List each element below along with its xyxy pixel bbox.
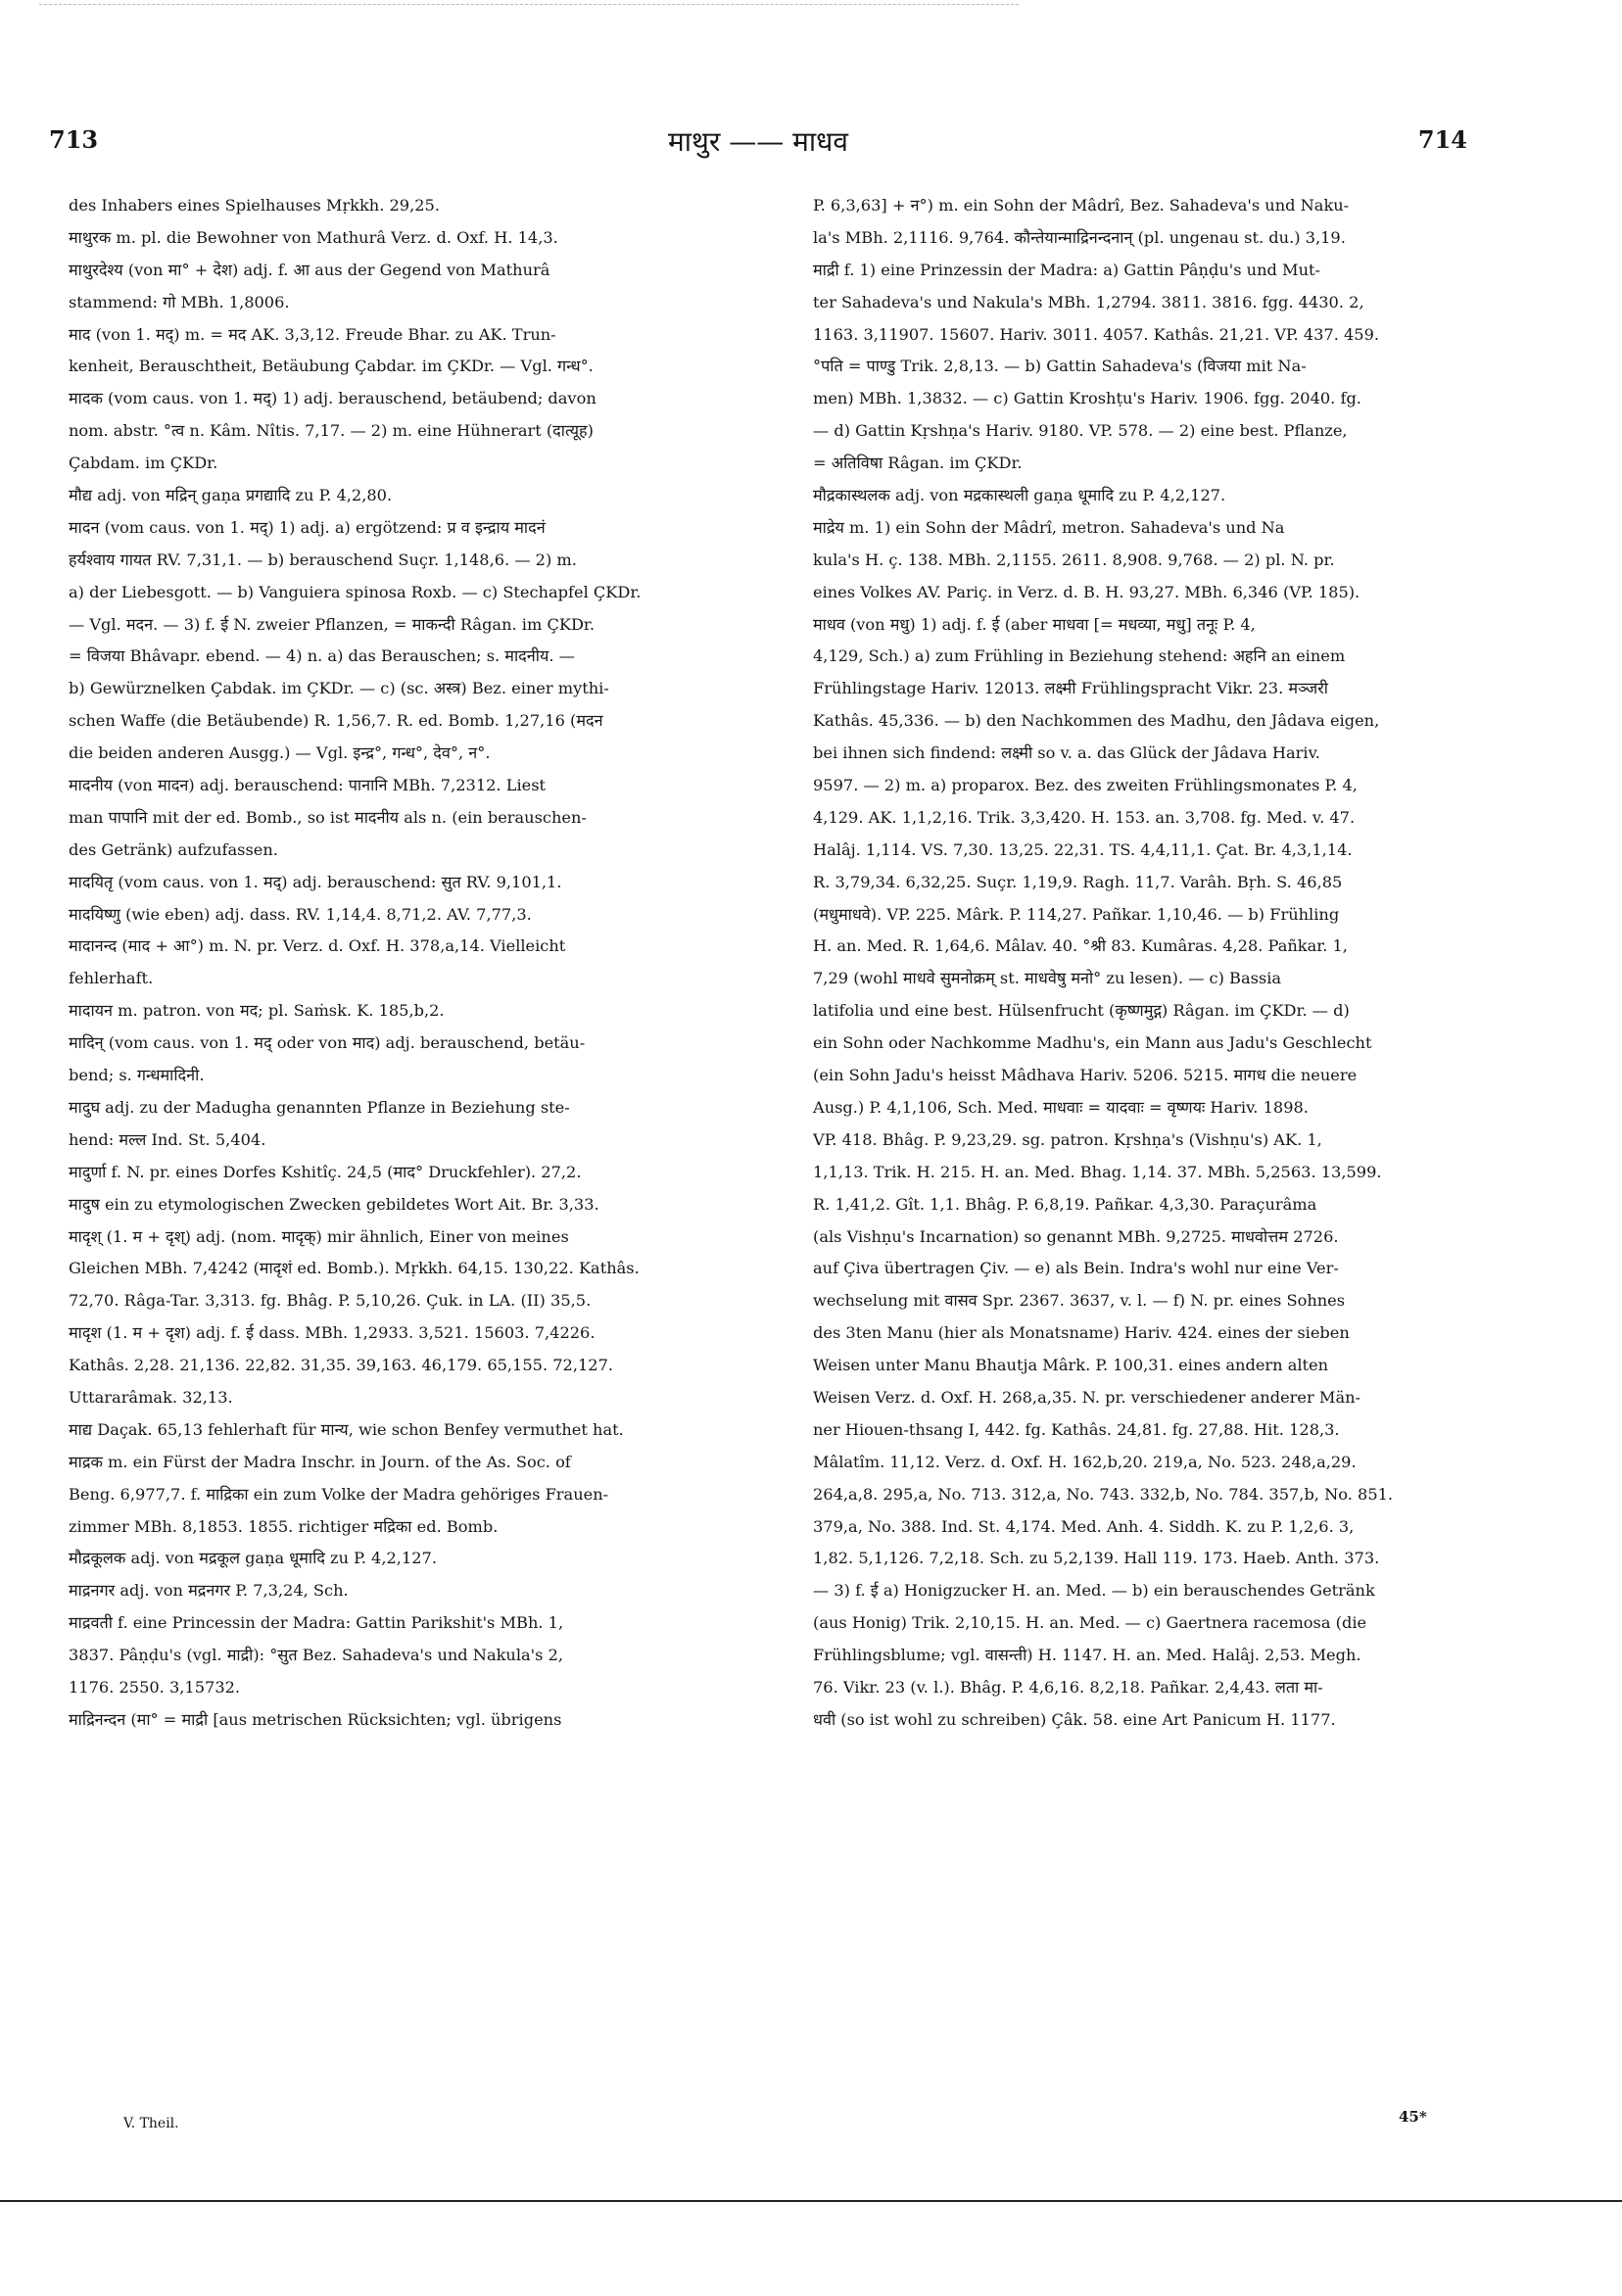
entry-line: मादुर्णा f. N. pr. eines Dorfes Kshitîç. 24,5 (माद° Druckfehler). 27,2. (69, 1162, 582, 1181)
entry-line: R. 1,41,2. Gît. 1,1. Bhâg. P. 6,8,19. Pañkar. 4,3,30. Paraçurâma (813, 1194, 1317, 1214)
volume-footnote: V. Theil. (123, 2116, 179, 2131)
entry-line: 7,29 (wohl माधवे सुमनोक्रम् st. माधवेषु मनो° zu lesen). — c) Bassia (813, 969, 1282, 988)
entry-line: Beng. 6,977,7. f. माद्रिका ein zum Volke der Madra gehöriges Frauen- (69, 1484, 609, 1504)
entry-line: a) der Liebesgott. — b) Vanguiera spinosa Roxb. — c) Stechapfel ÇKDr. (69, 582, 642, 601)
entry-line: Mâlatîm. 11,12. Verz. d. Oxf. H. 162,b,20. 219,a, No. 523. 248,a,29. (813, 1452, 1357, 1471)
entry-line: latifolia und eine best. Hülsenfrucht (कृष्णमुद्ग) Râgan. im ÇKDr. — d) (813, 1001, 1350, 1021)
entry-line: hend: मल्ल Ind. St. 5,404. (69, 1129, 266, 1149)
entry-line: 1176. 2550. 3,15732. (69, 1677, 241, 1697)
entry-line: ter Sahadeva's und Nakula's MBh. 1,2794. 3811. 3816. fgg. 4430. 2, (813, 292, 1364, 311)
entry-line: man पापानि mit der ed. Bomb., so ist मादनीय als n. (ein berauschen- (69, 807, 587, 827)
entry-line: = विजया Bhâvapr. ebend. — 4) n. a) das Berauschen; s. मादनीय. — (69, 646, 575, 666)
entry-line: nom. abstr. °त्व n. Kâm. Nîtis. 7,17. — 2) m. eine Hühnerart (दात्यूह) (69, 421, 594, 441)
entry-line: Gleichen MBh. 7,4242 (मादृशं ed. Bomb.). Mṛkkh. 64,15. 130,22. Kathâs. (69, 1259, 640, 1278)
entry-line: मादिन् (vom caus. von 1. मद् oder von माद) adj. berauschend, betäu- (69, 1033, 586, 1053)
entry-line: माद्री f. 1) eine Prinzessin der Madra: a) Gattin Pâṇḍu's und Mut- (813, 260, 1320, 279)
entry-line: 1,82. 5,1,126. 7,2,18. Sch. zu 5,2,139. Hall 119. 173. Haeb. Anth. 373. (813, 1549, 1380, 1568)
entry-line: = अतिविषा Râgan. im ÇKDr. (813, 454, 1023, 473)
entry-line: (als Vishṇu's Incarnation) so genannt MBh. 9,2725. माधवोत्तम 2726. (813, 1226, 1339, 1246)
entry-line: माधव (von मधु) 1) adj. f. ई (aber माधवा [= मधव्या, मधु] तनूः P. 4, (813, 614, 1256, 634)
entry-line: Çabdam. im ÇKDr. (69, 454, 218, 473)
entry-line: zimmer MBh. 8,1853. 1855. richtiger मद्रिका ed. Bomb. (69, 1516, 499, 1536)
entry-line: (aus Honig) Trik. 2,10,15. H. an. Med. — c) Gaertnera racemosa (die (813, 1613, 1367, 1633)
left-column (69, 190, 764, 1737)
entry-line: (मधुमाधवे). VP. 225. Mârk. P. 114,27. Pañkar. 1,10,46. — b) Frühling (813, 904, 1340, 924)
entry-line: fehlerhaft. (69, 969, 154, 988)
entry-line: माथुरक m. pl. die Bewohner von Mathurâ Verz. d. Oxf. H. 14,3. (69, 227, 558, 247)
entry-line: 1,1,13. Trik. H. 215. H. an. Med. Bhag. 1,14. 37. MBh. 5,2563. 13,599. (813, 1162, 1382, 1181)
entry-line: P. 6,3,63] + न°) m. ein Sohn der Mâdrî, Bez. Sahadeva's und Naku- (813, 196, 1350, 215)
entry-line: des 3ten Manu (hier als Monatsname) Hariv. 424. eines der sieben (813, 1323, 1350, 1343)
running-title: माथुर —— माधव (668, 125, 848, 158)
entry-line: मादक (vom caus. von 1. मद्) 1) adj. berauschend, betäubend; davon (69, 389, 596, 408)
entry-line: माद्य Daçak. 65,13 fehlerhaft für मान्य, wie schon Benfey vermuthet hat. (69, 1419, 624, 1439)
bottom-rule (0, 2200, 1622, 2202)
entry-line: men) MBh. 1,3832. — c) Gattin Kroshṭu's Hariv. 1906. fgg. 2040. fg. (813, 389, 1361, 408)
entry-line: Weisen Verz. d. Oxf. H. 268,a,35. N. pr. verschiedener anderer Män- (813, 1387, 1360, 1407)
entry-line: 72,70. Râga-Tar. 3,313. fg. Bhâg. P. 5,10,26. Çuk. in LA. (II) 35,5. (69, 1291, 592, 1311)
page-header (49, 125, 1467, 165)
entry-line: wechselung mit वासव Spr. 2367. 3637, v. l. — f) N. pr. eines Sohnes (813, 1291, 1346, 1311)
entry-line: मादुष ein zu etymologischen Zwecken gebildetes Wort Ait. Br. 3,33. (69, 1194, 599, 1214)
entry-line: मादृश (1. म + दृश) adj. f. ई dass. MBh. 1,2933. 3,521. 15603. 7,4226. (69, 1323, 596, 1343)
entry-line: हर्यश्वाय गायत RV. 7,31,1. — b) berauschend Suçr. 1,148,6. — 2) m. (69, 550, 577, 569)
entry-line: Frühlingsblume; vgl. वासन्ती) H. 1147. H. an. Med. Halâj. 2,53. Megh. (813, 1646, 1361, 1665)
entry-line: Weisen unter Manu Bhautja Mârk. P. 100,31. eines andern alten (813, 1356, 1329, 1375)
entry-line: bend; s. गन्धमादिनी. (69, 1066, 205, 1085)
entry-line: माद्रनगर adj. von मद्रनगर P. 7,3,24, Sch. (69, 1581, 349, 1601)
entry-line: माद (von 1. मद्) m. = मद AK. 3,3,12. Freude Bhar. zu AK. Trun- (69, 324, 556, 344)
entry-line: ein Sohn oder Nachkomme Madhu's, ein Mann aus Jadu's Geschlecht (813, 1033, 1372, 1053)
entry-line: मौद्रकास्थलक adj. von मद्रकास्थली gaṇa धूमादि zu P. 4,2,127. (813, 486, 1226, 505)
entry-line: माद्रिनन्दन (मा° = माद्री [aus metrischen Rücksichten; vgl. übrigens (69, 1709, 562, 1729)
entry-line: Kathâs. 2,28. 21,136. 22,82. 31,35. 39,163. 46,179. 65,155. 72,127. (69, 1356, 614, 1375)
entry-line: मौद्य adj. von मद्रिन् gaṇa प्रगद्यादि zu P. 4,2,80. (69, 486, 393, 505)
entry-line: — 3) f. ई a) Honigzucker H. an. Med. — b) ein berauschendes Getränk (813, 1581, 1375, 1601)
entry-line: kenheit, Berauschtheit, Betäubung Çabdar. im ÇKDr. — Vgl. गन्ध°. (69, 357, 594, 376)
entry-line: stammend: गो MBh. 1,8006. (69, 292, 290, 311)
entry-line: मादयिष्णु (wie eben) adj. dass. RV. 1,14,4. 8,71,2. AV. 7,77,3. (69, 904, 532, 924)
entry-line: 379,a, No. 388. Ind. St. 4,174. Med. Anh. 4. Siddh. K. zu P. 1,2,6. 3, (813, 1516, 1355, 1536)
entry-line: — d) Gattin Kṛshṇa's Hariv. 9180. VP. 578. — 2) eine best. Pflanze, (813, 421, 1348, 441)
entry-line: मादायन m. patron. von मद; pl. Saṁsk. K. 185,b,2. (69, 1001, 445, 1021)
entry-line: माद्रक m. ein Fürst der Madra Inschr. in Journ. of the As. Soc. of (69, 1452, 571, 1471)
entry-line: schen Waffe (die Betäubende) R. 1,56,7. R. ed. Bomb. 1,27,16 (मदन (69, 711, 603, 731)
entry-line: die beiden anderen Ausgg.) — Vgl. इन्द्र°, गन्ध°, देव°, न°. (69, 743, 491, 763)
entry-line: — Vgl. मदन. — 3) f. ई N. zweier Pflanzen, = माकन्दी Râgan. im ÇKDr. (69, 614, 596, 634)
entry-line: 3837. Pâṇḍu's (vgl. माद्री): °सुत Bez. Sahadeva's und Nakula's 2, (69, 1646, 564, 1665)
entry-line: माथुरदेश्य (von मा° + देश) adj. f. आ aus der Gegend von Mathurâ (69, 260, 550, 279)
entry-line: मादयितृ (vom caus. von 1. मद्) adj. berauschend: सुत RV. 9,101,1. (69, 872, 562, 891)
entry-line: Kathâs. 45,336. — b) den Nachkommen des Madhu, den Jâdava eigen, (813, 711, 1380, 731)
entry-line: मादुघ adj. zu der Madugha genannten Pflanze in Beziehung ste- (69, 1097, 570, 1117)
entry-line: धवी (so ist wohl zu schreiben) Çâk. 58. eine Art Panicum H. 1177. (813, 1709, 1336, 1729)
entry-line: des Getränk) aufzufassen. (69, 839, 278, 859)
entry-line: Frühlingstage Hariv. 12013. लक्ष्मी Frühlingspracht Vikr. 23. मञ्जरी (813, 679, 1328, 698)
entry-line: kula's H. ç. 138. MBh. 2,1155. 2611. 8,908. 9,768. — 2) pl. N. pr. (813, 550, 1335, 569)
entry-line: 9597. — 2) m. a) proparox. Bez. des zweiten Frühlingsmonates P. 4, (813, 776, 1358, 795)
entry-line: मादानन्द (माद + आ°) m. N. pr. Verz. d. Oxf. H. 378,a,14. Vielleicht (69, 936, 566, 956)
entry-line: H. an. Med. R. 1,64,6. Mâlav. 40. °श्री 83. Kumâras. 4,28. Pañkar. 1, (813, 936, 1348, 956)
entry-line: des Inhabers eines Spielhauses Mṛkkh. 29,25. (69, 196, 440, 215)
page-number-right: 714 (1417, 125, 1467, 154)
entry-line: Halâj. 1,114. VS. 7,30. 13,25. 22,31. TS. 4,4,11,1. Çat. Br. 4,3,1,14. (813, 839, 1353, 859)
entry-line: 4,129, Sch.) a) zum Frühling in Beziehung stehend: अहनि an einem (813, 646, 1346, 666)
entry-line: VP. 418. Bhâg. P. 9,23,29. sg. patron. Kṛshṇa's (Vishṇu's) AK. 1, (813, 1129, 1322, 1149)
entry-line: bei ihnen sich findend: लक्ष्मी so v. a. das Glück der Jâdava Hariv. (813, 743, 1320, 763)
entry-line: b) Gewürznelken Çabdak. im ÇKDr. — c) (sc. अस्त्र) Bez. einer mythi- (69, 679, 609, 698)
entry-line: eines Volkes AV. Pariç. in Verz. d. B. H. 93,27. MBh. 6,346 (VP. 185). (813, 582, 1360, 601)
right-column (813, 190, 1508, 1737)
entry-line: मादन (vom caus. von 1. मद्) 1) adj. a) ergötzend: प्र व इन्द्राय मादनं (69, 517, 546, 537)
entry-line: 1163. 3,11907. 15607. Hariv. 3011. 4057. Kathâs. 21,21. VP. 437. 459. (813, 324, 1380, 344)
entry-line: Uttararâmak. 32,13. (69, 1387, 233, 1407)
signature-mark: 45* (1399, 2108, 1427, 2126)
entry-line: ner Hiouen-thsang I, 442. fg. Kathâs. 24,81. fg. 27,88. Hit. 128,3. (813, 1419, 1340, 1439)
entry-line: °पति = पाण्डु Trik. 2,8,13. — b) Gattin Sahadeva's (विजया mit Na- (813, 357, 1307, 376)
entry-line: माद्रेय m. 1) ein Sohn der Mâdrî, metron. Sahadeva's und Na (813, 517, 1285, 537)
entry-line: 76. Vikr. 23 (v. l.). Bhâg. P. 4,6,16. 8,2,18. Pañkar. 2,4,43. लता मा- (813, 1677, 1323, 1697)
entry-line: 4,129. AK. 1,1,2,16. Trik. 3,3,420. H. 153. an. 3,708. fg. Med. v. 47. (813, 807, 1356, 827)
entry-line: (ein Sohn Jadu's heisst Mâdhava Hariv. 5206. 5215. मागध die neuere (813, 1066, 1358, 1085)
entry-line: Ausg.) P. 4,1,106, Sch. Med. माधवाः = यादवाः = वृष्णयः Hariv. 1898. (813, 1097, 1309, 1117)
entry-line: मादनीय (von मादन) adj. berauschend: पानानि MBh. 7,2312. Liest (69, 776, 547, 795)
entry-line: मादृश् (1. म + दृश्) adj. (nom. मादृक्) mir ähnlich, Einer von meines (69, 1226, 569, 1246)
entry-line: 264,a,8. 295,a, No. 713. 312,a, No. 743. 332,b, No. 784. 357,b, No. 851. (813, 1484, 1394, 1504)
entry-line: auf Çiva übertragen Çiv. — e) als Bein. Indra's wohl nur eine Ver- (813, 1259, 1339, 1278)
entry-line: la's MBh. 2,1116. 9,764. कौन्तेयान्माद्रिनन्दनान् (pl. ungenau st. du.) 3,19. (813, 227, 1346, 247)
top-edge-rule (39, 4, 1019, 5)
entry-line: मौद्रकूलक adj. von मद्रकूल gaṇa धूमादि zu P. 4,2,127. (69, 1549, 437, 1568)
page-number-left: 713 (49, 125, 99, 154)
entry-line: माद्रवती f. eine Princessin der Madra: Gattin Parikshit's MBh. 1, (69, 1613, 564, 1633)
entry-line: R. 3,79,34. 6,32,25. Suçr. 1,19,9. Ragh. 11,7. Varâh. Bṛh. S. 46,85 (813, 872, 1343, 891)
